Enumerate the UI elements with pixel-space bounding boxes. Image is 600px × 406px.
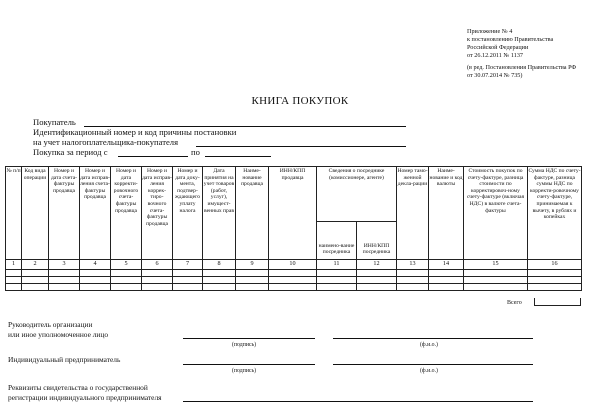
- head-signature-field[interactable]: [183, 338, 315, 339]
- certificate-label-line1: Реквизиты свидетельства о государственной: [8, 383, 148, 392]
- inn-field[interactable]: [196, 146, 406, 147]
- col-number: 9: [236, 260, 269, 270]
- annex-note: [467, 28, 576, 80]
- certificate-label-line2: регистрации индивидуального предпринимателя: [8, 393, 162, 402]
- col-header: Дата принятия на учет товаров (работ, услуг), имущест-венных прав: [203, 167, 236, 260]
- col-number: 14: [429, 260, 464, 270]
- col-number: 12: [357, 260, 397, 270]
- annex-line: к постановлению Правительства: [467, 36, 554, 43]
- name-caption: (ф.и.о.): [420, 368, 438, 374]
- col-number: 15: [464, 260, 528, 270]
- col-number: 3: [49, 260, 80, 270]
- head-name-field[interactable]: [333, 338, 533, 339]
- signature-caption: (подпись): [232, 342, 257, 348]
- head-label-line1: Руководитель организации: [8, 320, 93, 329]
- period-to-field[interactable]: [205, 156, 271, 157]
- entrepreneur-signature-field[interactable]: [183, 364, 315, 365]
- col-number: 2: [22, 260, 49, 270]
- sub-col-header: ИНН/КПП посредника: [357, 222, 397, 260]
- col-header: Наиме-нование и код валюты: [429, 167, 464, 260]
- col-number: 13: [397, 260, 429, 270]
- col-number: 6: [142, 260, 173, 270]
- col-header: Сумма НДС по счету-фактуре, разница суммы НДС по корректи-ровочному счету-фактуре, принимаемая к вычету, в рублях и копейках: [528, 167, 582, 260]
- col-number: 16: [528, 260, 582, 270]
- inn-label-line1: Идентификационный номер и код причины постановки: [33, 127, 237, 137]
- col-header: Номер тамо-женной декла-рации: [397, 167, 429, 260]
- signature-caption: (подпись): [232, 368, 257, 374]
- name-caption: (ф.и.о.): [420, 342, 438, 348]
- entrepreneur-label: Индивидуальный предприниматель: [8, 355, 121, 364]
- col-number: 7: [173, 260, 203, 270]
- period-to-label: по: [191, 147, 200, 157]
- col-header: Код вида операции: [22, 167, 49, 260]
- buyer-label: Покупатель: [33, 117, 76, 127]
- inn-label-line2: на учет налогоплательщика-покупателя: [33, 137, 179, 147]
- col-number: 1: [6, 260, 22, 270]
- col-header: Стоимость покупок по счету-фактуре, разница стоимости по корректировоч-ному счету-фактуре (включая НДС) в валюте счета-фактуры: [464, 167, 528, 260]
- entrepreneur-name-field[interactable]: [333, 364, 533, 365]
- annex-line: от 26.12.2011 № 1137: [467, 52, 524, 59]
- col-header: Номер и дата корректи-ровочного счета-фактуры продавца: [111, 167, 142, 260]
- table-row[interactable]: [6, 283, 582, 290]
- certificate-label: [8, 383, 162, 403]
- annex-line: (в ред. Постановления Правительства РФ: [467, 64, 577, 71]
- col-header: Номер и дата исправ-ления счета-фактуры продавца: [80, 167, 111, 260]
- head-label: [8, 320, 108, 340]
- certificate-field[interactable]: [183, 401, 533, 402]
- col-number: 5: [111, 260, 142, 270]
- col-header: ИНН/КПП продавца: [269, 167, 317, 260]
- sub-col-header: наимено-вание посредника: [317, 222, 357, 260]
- annex-line: от 30.07.2014 № 735): [467, 72, 523, 79]
- head-label-line2: или иное уполномоченное лицо: [8, 330, 109, 339]
- col-number: 11: [317, 260, 357, 270]
- col-header-group: Сведения о посреднике (комиссионере, агенте): [317, 167, 397, 222]
- col-header: Номер и дата исправ-ления коррек-тиро-вочного счета-фактуры продавца: [142, 167, 173, 260]
- col-header: Наиме-нование продавца: [236, 167, 269, 260]
- col-header: № п/п: [6, 167, 22, 260]
- total-field[interactable]: [534, 298, 581, 306]
- document-title: КНИГА ПОКУПОК: [251, 95, 349, 107]
- total-label: Всего: [507, 300, 522, 306]
- col-number: 10: [269, 260, 317, 270]
- col-header: Номер и дата счета-фактуры продавца: [49, 167, 80, 260]
- table-row[interactable]: [6, 276, 582, 283]
- period-label: Покупка за период с: [33, 147, 108, 157]
- purchase-table: [5, 166, 582, 291]
- col-header: Номер и дата доку-мента, подтвер-ждающего уплату налога: [173, 167, 203, 260]
- column-numbers-row: [6, 260, 582, 270]
- table-row[interactable]: [6, 269, 582, 276]
- col-number: 8: [203, 260, 236, 270]
- annex-line: Приложение № 4: [467, 28, 513, 35]
- annex-line: Российской Федерации: [467, 44, 529, 51]
- period-from-field[interactable]: [118, 156, 188, 157]
- col-number: 4: [80, 260, 111, 270]
